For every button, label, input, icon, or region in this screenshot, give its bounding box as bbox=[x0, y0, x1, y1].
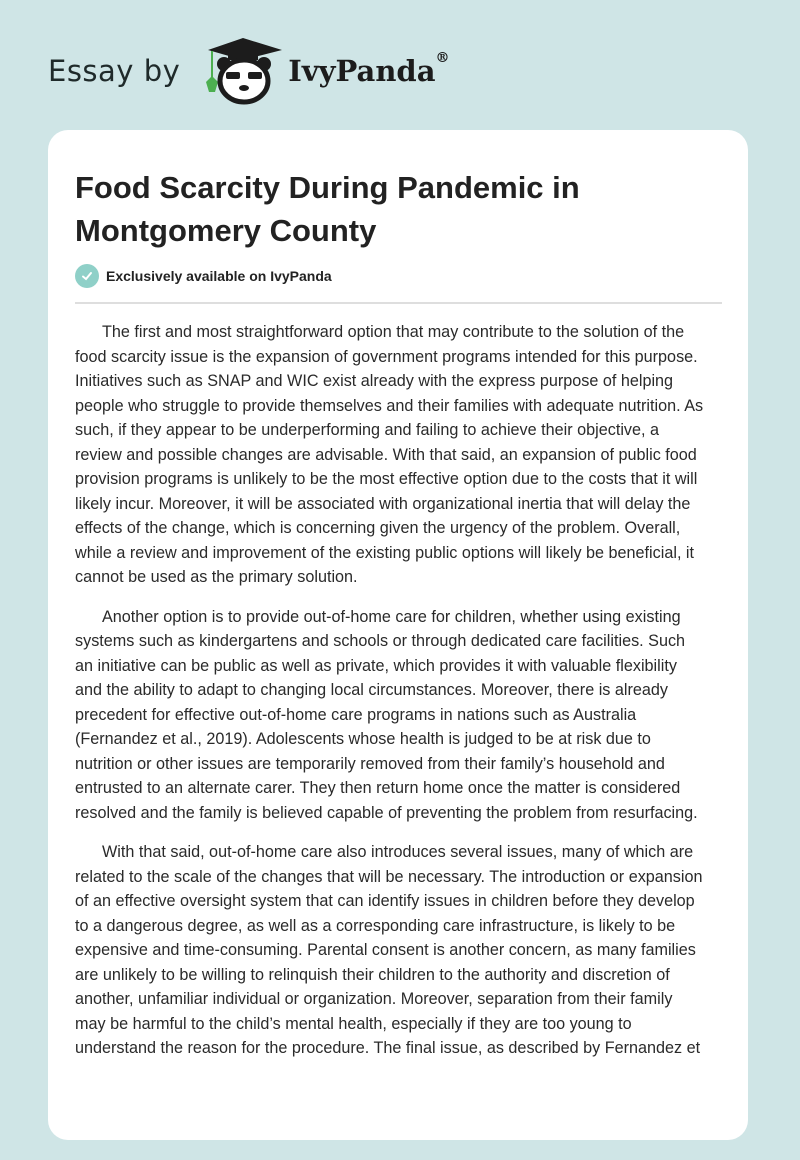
paragraph-line: effects of the change, which is concerning given the urgency of the problem. Overall, bbox=[75, 519, 681, 537]
essay-body bbox=[75, 320, 735, 1076]
paragraph-line: provision programs is unlikely to be the most effective option due to the costs that it will bbox=[75, 470, 698, 488]
paragraph-line: food scarcity issue is the expansion of government programs intended for this purpose. bbox=[75, 347, 698, 366]
paragraph-line: cannot be used as the primary solution. bbox=[75, 568, 358, 586]
paragraph-line: another, unfamiliar individual or organization. Moreover, separation from their family bbox=[75, 990, 673, 1008]
paragraph-line: precedent for effective out-of-home care programs in nations such as Australia bbox=[75, 705, 637, 724]
paragraph-line: understand the reason for the procedure. The final issue, as described by Fernandez et bbox=[75, 1039, 701, 1057]
exclusive-badge bbox=[75, 264, 332, 288]
essay-paragraph bbox=[75, 320, 735, 590]
exclusive-badge-text: Exclusively available on IvyPanda bbox=[106, 268, 332, 284]
site-header bbox=[48, 36, 450, 106]
page-title: Food Scarcity During Pandemic in Montgomery County bbox=[75, 170, 580, 248]
paragraph-line: and the ability to adapt to changing local circumstances. Moreover, there is already bbox=[75, 681, 668, 699]
panda-logo-icon[interactable] bbox=[198, 36, 288, 106]
paragraph-line: of an effective oversight system that can identify issues in children before they develop bbox=[75, 892, 695, 910]
paragraph-line: to a dangerous degree, as well as a corresponding care infrastructure, is likely to be bbox=[75, 916, 676, 935]
registered-mark: ® bbox=[435, 50, 450, 66]
paragraph-line: review and possible changes are advisable. With that said, an expansion of public food bbox=[75, 445, 697, 464]
paragraph-line: Another option is to provide out-of-home care for children, whether using existing bbox=[102, 607, 681, 626]
paragraph-line: while a review and improvement of the existing public options will likely be beneficial, it bbox=[75, 543, 695, 562]
paragraph-line: expensive and time-consuming. Parental consent is another concern, as many families bbox=[75, 941, 696, 959]
paragraph-line: an initiative can be public as well as private, which provides it with valuable flexibility bbox=[75, 656, 677, 675]
essay-card bbox=[48, 130, 748, 1140]
paragraph-line: related to the scale of the changes that will be necessary. The introduction or expansion bbox=[75, 867, 703, 886]
brand-text: IvyPanda bbox=[288, 54, 436, 88]
check-circle-icon bbox=[75, 264, 99, 288]
paragraph-line: nutrition or other issues are temporarily removed from their family’s household and bbox=[75, 754, 665, 773]
paragraph-line: people who struggle to provide themselves and their families with adequate nutrition. As bbox=[75, 396, 704, 415]
paragraph-line: may be harmful to the child’s mental health, especially if they are too young to bbox=[75, 1014, 632, 1033]
paragraph-line: Initiatives such as SNAP and WIC exist already with the express purpose of helping bbox=[75, 372, 674, 390]
essay-paragraph bbox=[75, 605, 735, 826]
paragraph-line: such, if they appear to be underperforming and failing to achieve their objective, a bbox=[75, 421, 660, 439]
essay-paragraph bbox=[75, 840, 735, 1061]
paragraph-line: entrusted to an alternate carer. They then return home once the matter is considered bbox=[75, 779, 681, 797]
brand-name[interactable] bbox=[288, 50, 450, 88]
paragraph-line: The first and most straightforward option that may contribute to the solution of the bbox=[102, 323, 685, 341]
paragraph-line: likely incur. Moreover, it will be associated with organizational inertia that will delay the bbox=[75, 494, 691, 513]
paragraph-line: systems such as kindergartens and schools or through dedicated care facilities. Such bbox=[75, 632, 686, 650]
paragraph-line: resolved and the family is believed capable of preventing the problem from resurfacing. bbox=[75, 803, 698, 822]
essay-by-label: Essay by bbox=[48, 54, 181, 88]
divider bbox=[75, 302, 722, 304]
paragraph-line: are unlikely to be willing to relinquish their children to the authority and discretion of bbox=[75, 965, 670, 984]
paragraph-line: With that said, out-of-home care also introduces several issues, many of which are bbox=[102, 843, 694, 861]
paragraph-line: (Fernandez et al., 2019). Adolescents whose health is judged to be at risk due to bbox=[75, 730, 651, 748]
